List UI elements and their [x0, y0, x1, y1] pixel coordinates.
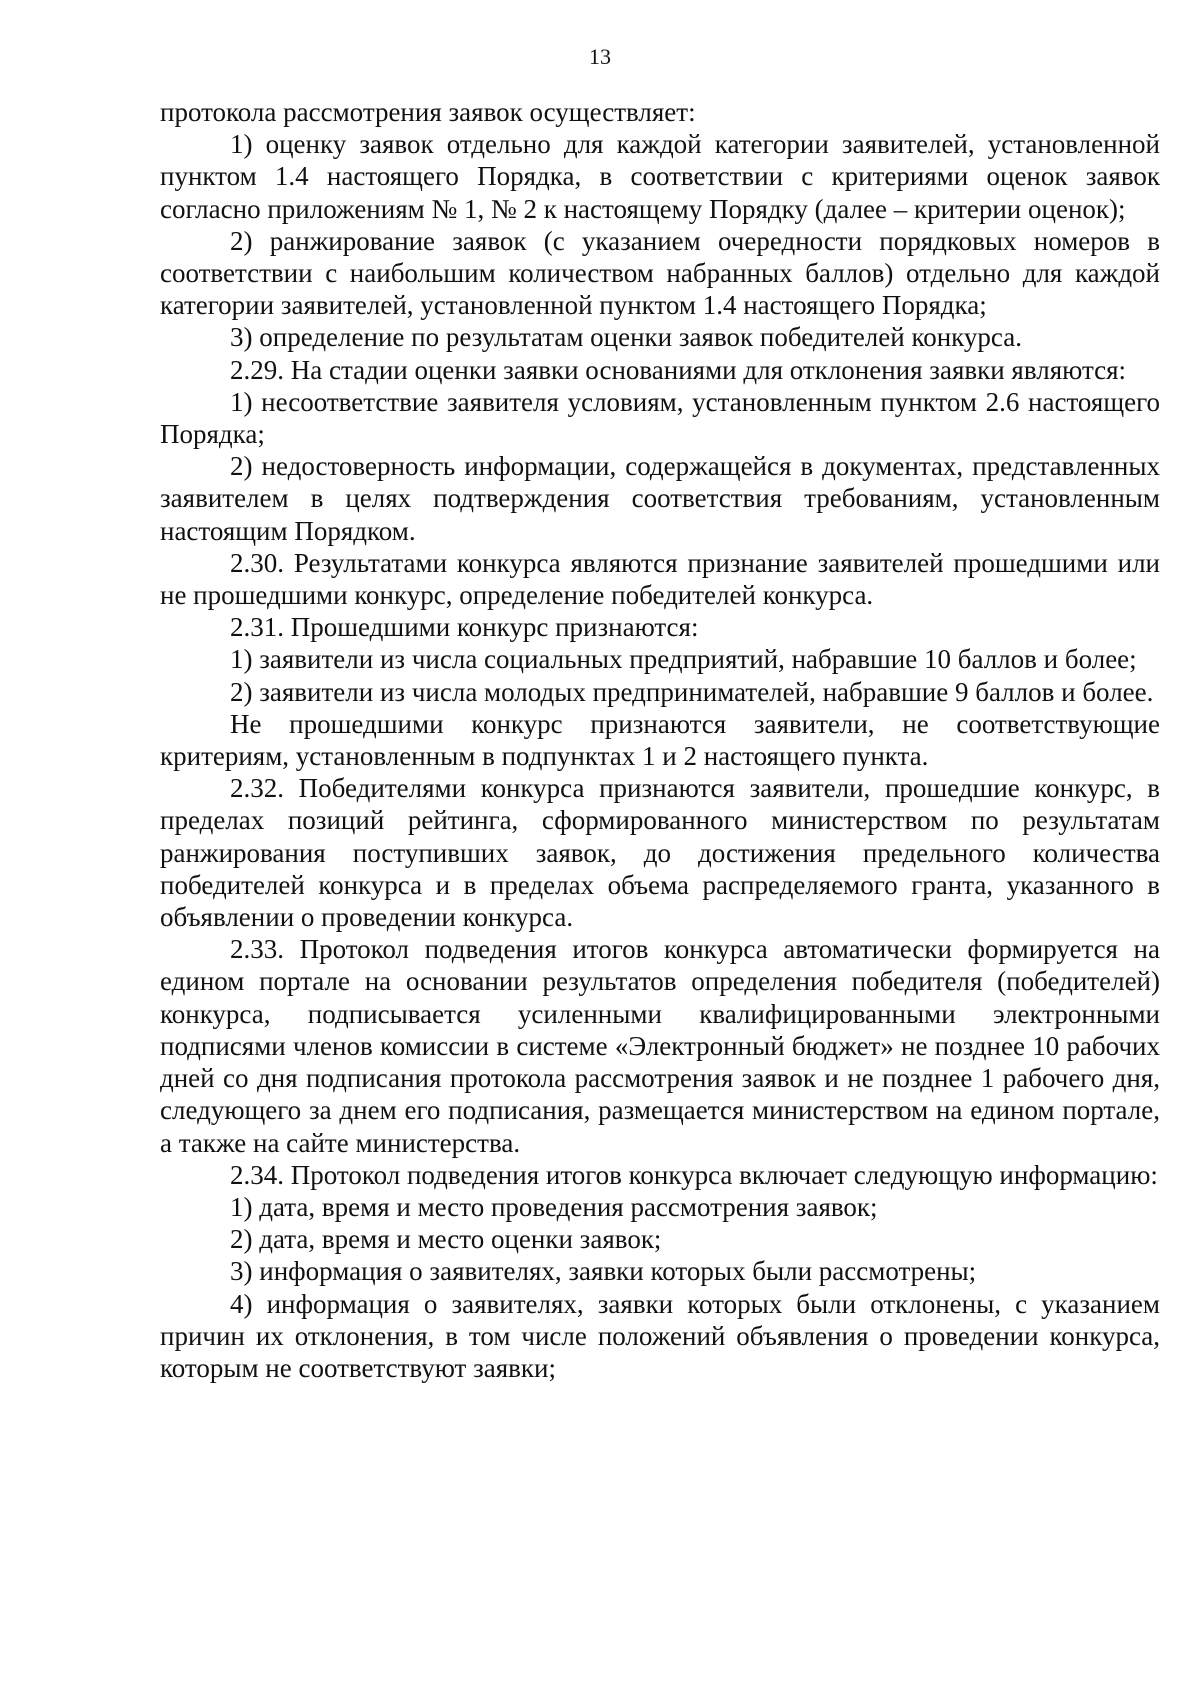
paragraph: протокола рассмотрения заявок осуществляет:: [160, 97, 696, 127]
paragraph: 2.33. Протокол подведения итогов конкурса автоматически формируется на едином портале на основании результатов определения победителя (победителей) конкурса, подписывается усиленными квалифицированными электронными подписями членов комиссии в системе «Электронный бюджет» не позднее 10 рабочих дней со дня подписания протокола рассмотрения заявок и не позднее 1 рабочего дня, следующего за днем его подписания, размещается министерством на едином портале, а также на сайте министерства.: [160, 934, 1160, 1158]
paragraph: 2.31. Прошедшими конкурс признаются:: [230, 612, 699, 643]
paragraph: 1) несоответствие заявителя условиям, установленным пунктом 2.6 настоящего Порядка;: [160, 386, 1160, 450]
paragraph: 2.30. Результатами конкурса являются признание заявителей прошедшими или не прошедшими конкурс, определение победителей конкурса.: [160, 547, 1160, 611]
paragraph: 2) ранжирование заявок (с указанием очередности порядковых номеров в соответствии с наибольшим количеством набранных баллов) отдельно для каждой категории заявителей, установленной пунктом 1.4 настоящего Порядка;: [160, 225, 1160, 321]
paragraph: 2) дата, время и место оценки заявок;: [230, 1224, 662, 1255]
paragraph: 1) оценку заявок отдельно для каждой категории заявителей, установленной пунктом 1.4 настоящего Порядка, в соответствии с критериями оценок заявок согласно приложениям № 1, № 2 к настоящему Порядку (далее – критерии оценок);: [160, 129, 1160, 224]
paragraph: 2) заявители из числа молодых предпринимателей, набравшие 9 баллов и более.: [230, 676, 1154, 707]
paragraph: 2.29. На стадии оценки заявки основаниями для отклонения заявки являются:: [230, 354, 1126, 385]
paragraph: 1) заявители из числа социальных предприятий, набравшие 10 баллов и более;: [230, 644, 1137, 675]
page-number: 13: [589, 44, 611, 69]
paragraph: 2.32. Победителями конкурса признаются заявители, прошедшие конкурс, в пределах позиций рейтинга, сформированного министерством по результатам ранжирования поступивших заявок, до достижения предельного количества победителей конкурса и в пределах объема распределяемого гранта, указанного в объявлении о проведении конкурса.: [160, 773, 1160, 933]
paragraph: 2) недостоверность информации, содержащейся в документах, представленных заявителем в целях подтверждения соответствия требованиям, установленным настоящим Порядком.: [160, 451, 1160, 546]
document-body: [160, 96, 1160, 1384]
paragraph: 3) информация о заявителях, заявки которых были рассмотрены;: [230, 1256, 977, 1287]
paragraph: 1) дата, время и место проведения рассмотрения заявок;: [230, 1191, 878, 1222]
paragraph: 3) определение по результатам оценки заявок победителей конкурса.: [230, 322, 1022, 353]
paragraph: 4) информация о заявителях, заявки которых были отклонены, с указанием причин их отклонения, в том числе положений объявления о проведении конкурса, которым не соответствуют заявки;: [160, 1288, 1160, 1383]
paragraph: 2.34. Протокол подведения итогов конкурса включает следующую информацию:: [230, 1159, 1158, 1190]
paragraph: Не прошедшими конкурс признаются заявители, не соответствующие критериям, установленным в подпунктах 1 и 2 настоящего пункта.: [160, 708, 1160, 772]
